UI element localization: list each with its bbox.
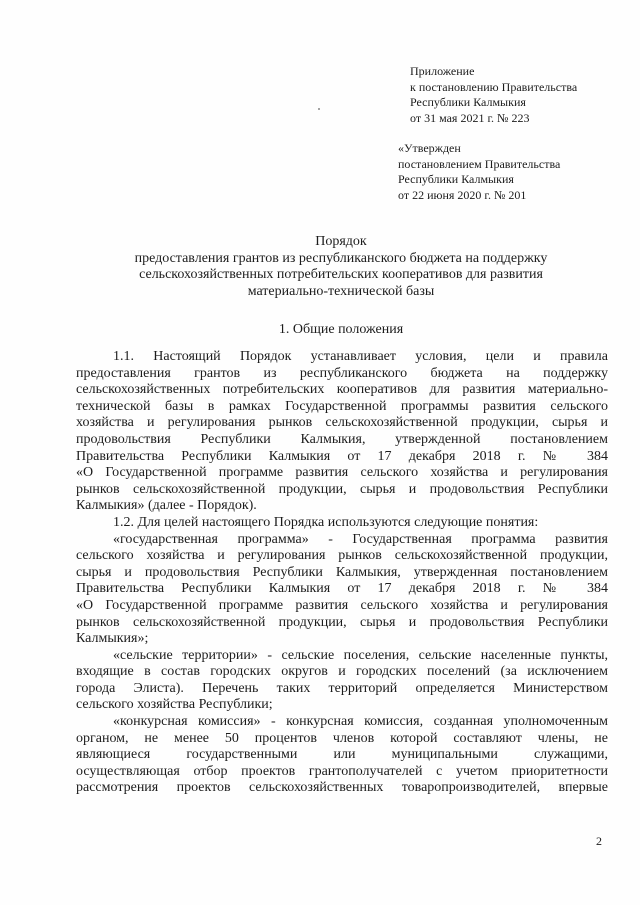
paragraph-line: «государственная программа» - Государственная программа развития — [113, 531, 608, 547]
page-number: 2 — [596, 834, 602, 848]
approval-line: от 22 июня 2020 г. № 201 — [398, 187, 527, 202]
paragraph-line: рынков сельскохозяйственной продукции, сырья и продовольствия Республики — [76, 481, 608, 497]
title-line: материально-технической базы — [247, 283, 435, 299]
section-heading: 1. Общие положения — [278, 322, 404, 337]
paragraph-line: технической базы в рамках Государственной программы развития сельского — [76, 398, 608, 414]
paragraph-line: рассмотрения проектов сельскохозяйственных товаропроизводителей, впервые — [76, 780, 608, 796]
body-text — [76, 349, 608, 797]
scan-speck — [318, 108, 320, 110]
appendix-line: Республики Калмыкия — [410, 95, 526, 109]
paragraph-line: органом, не менее 50 процентов членов которой составляют члены, не — [76, 730, 608, 746]
paragraph-line: предоставления грантов из республиканского бюджета на поддержку — [76, 365, 608, 381]
approval-line: Республики Калмыкия — [398, 172, 514, 186]
paragraph-line: хозяйства и регулирования рынков сельскохозяйственной продукции, сырья и — [76, 415, 608, 431]
appendix-line: Приложение — [410, 64, 475, 78]
appendix-line: от 31 мая 2021 г. № 223 — [410, 110, 530, 125]
document-title — [76, 234, 606, 300]
paragraph-line: 1.1. Настоящий Порядок устанавливает условия, цели и правила — [113, 349, 608, 364]
paragraph-line: Калмыкия»; — [76, 631, 149, 647]
paragraph-line: являющиеся государственными или муниципальными служащими, — [76, 747, 608, 763]
paragraph-line: рынков сельскохозяйственной продукции, сырья и продовольствия Республики — [76, 614, 608, 630]
paragraph-line: сельского хозяйства Республики; — [76, 697, 273, 713]
paragraph-line: «О Государственной программе развития сельского хозяйства и регулирования — [76, 597, 608, 613]
paragraph-line: осуществляющая отбор проектов грантополучателей с учетом приоритетности — [76, 763, 608, 779]
paragraph-line: входящие в состав городских округов и городских поселений (за исключением — [76, 664, 608, 680]
title-line: Порядок — [315, 234, 367, 249]
paragraph-line: 1.2. Для целей настоящего Порядка используются следующие понятия: — [113, 514, 539, 530]
paragraph-line: «конкурсная комиссия» - конкурсная комиссия, созданная уполномоченным — [113, 714, 608, 730]
approval-line: постановлением Правительства — [398, 156, 561, 171]
approval-note — [398, 141, 623, 203]
paragraph-line: города Элиста). Перечень таких территорий определяется Министерством — [76, 680, 608, 696]
title-line: сельскохозяйственных потребительских кооперативов для развития — [139, 267, 543, 282]
paragraph-line: «сельские территории» - сельские поселения, сельские населенные пункты, — [113, 647, 608, 663]
paragraph-line: Калмыкия» (далее - Порядок). — [76, 498, 257, 514]
paragraph-line: Правительства Республики Калмыкия от 17 декабря 2018 г. № 384 — [76, 448, 608, 464]
paragraph-line: продовольствия Республики Калмыкия, утвержденной постановлением — [76, 431, 608, 447]
appendix-line: к постановлению Правительства — [410, 79, 578, 94]
paragraph-line: «О Государственной программе развития сельского хозяйства и регулирования — [76, 465, 608, 481]
appendix-note — [410, 64, 625, 126]
approval-line: «Утвержден — [398, 141, 461, 155]
paragraph-line: сельского хозяйства и регулирования рынков сельскохозяйственной продукции, — [76, 548, 608, 564]
title-line: предоставления грантов из республиканского бюджета на поддержку — [134, 250, 548, 266]
paragraph-line: Правительства Республики Калмыкия от 17 декабря 2018 г. № 384 — [76, 581, 608, 597]
paragraph-line: сырья и продовольствия Республики Калмыкия, утвержденная постановлением — [76, 564, 608, 580]
paragraph-line: сельскохозяйственных потребительских кооперативов для развития материально- — [76, 382, 608, 398]
